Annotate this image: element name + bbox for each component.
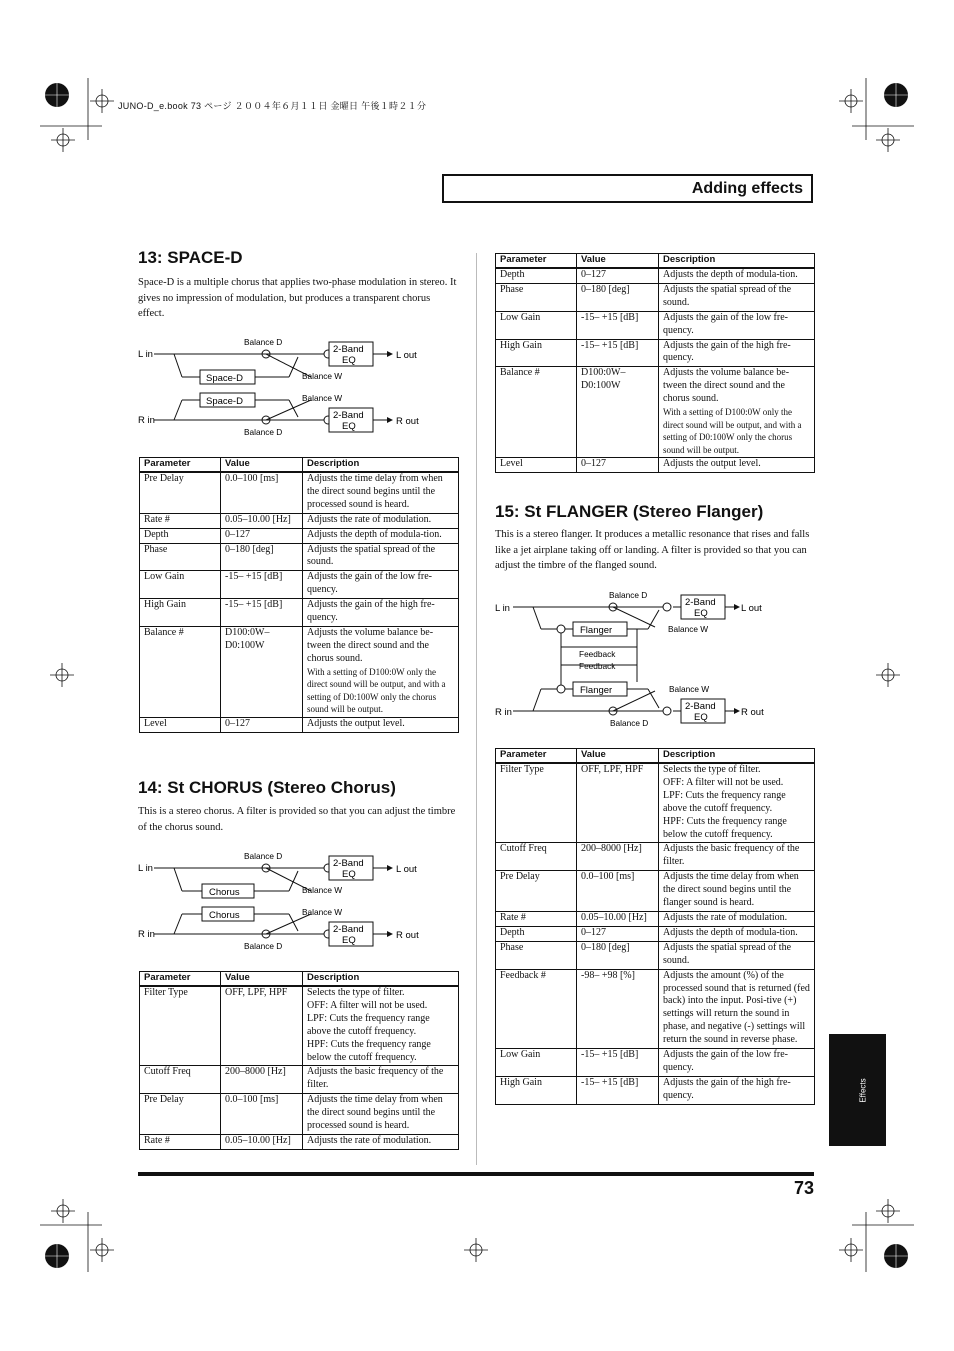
table-row (496, 339, 815, 367)
value-cell-text: 0–180 [deg] (225, 543, 274, 555)
description-cell (659, 763, 815, 843)
param-cell-text: Filter Type (144, 987, 188, 998)
col-header-description: Description (303, 458, 459, 473)
label-chorus-l: Chorus (209, 887, 240, 898)
col-header-parameter: Parameter (496, 254, 577, 269)
param-cell-text: Phase (144, 543, 168, 555)
st-flanger-parameter-table (495, 748, 815, 1105)
st-chorus-parameter-table (139, 971, 459, 1150)
label-l-out: L out (741, 603, 762, 614)
value-cell-text: 0.0–100 [ms] (581, 871, 635, 883)
value-cell (577, 763, 659, 843)
description-cell (303, 626, 459, 717)
value-cell (221, 1094, 303, 1135)
value-cell (221, 599, 303, 627)
description-cell-text: Adjusts the spatial spread of the sound. (663, 283, 792, 308)
st-flanger-block-diagram (493, 587, 793, 732)
param-cell-text: Cutoff Freq (500, 843, 547, 855)
value-cell-text: 0–127 (225, 528, 250, 540)
value-cell-text: 0–127 (225, 717, 250, 729)
description-cell-text: Adjusts the spatial spread of the sound. (307, 543, 436, 568)
value-cell-text: 0–127 (581, 926, 606, 938)
value-cell (577, 268, 659, 283)
param-cell-text: Depth (500, 269, 525, 280)
description-cell-text: Adjusts the time delay from when the direct sound begins until the processed sound is heard. (307, 473, 443, 510)
space-d-intro: Space-D is a multiple chorus that applies two-phase modulation in stereo. It gives no impression of modulation, but produces a transparent chorus effect. (138, 277, 457, 319)
description-cell (659, 871, 815, 912)
description-cell-text: Adjusts the volume balance be-tween the direct sound and the chorus sound. (663, 367, 790, 405)
value-cell (577, 911, 659, 926)
param-cell-text: Pre Delay (144, 473, 184, 484)
description-cell-text: Adjusts the basic frequency of the filter. (663, 843, 800, 868)
table-row (496, 763, 815, 843)
description-cell-text: Adjusts the depth of modula-tion. (663, 926, 798, 938)
table-row (140, 528, 459, 543)
label-eq-l-2: EQ (694, 608, 708, 619)
description-cell (659, 458, 815, 473)
label-balance-d-top: Balance D (244, 337, 283, 347)
description-cell-text: Adjusts the gain of the low fre-quency. (307, 571, 432, 596)
description-cell-text: Adjusts the output level. (307, 717, 405, 729)
label-eq-r-2: EQ (694, 712, 708, 723)
description-cell-text: Adjusts the amount (%) of the processed sound that is returned (fed back) into the input. Posi-tive (+) settings will return the sound in phase, and negative (-) settings will return the sound in reverse phase. (663, 969, 810, 1046)
value-cell-text: 0–127 (581, 458, 606, 470)
param-cell-text: Low Gain (500, 311, 541, 323)
value-cell-text: 0.05–10.00 [Hz] (581, 911, 647, 923)
value-cell (221, 543, 303, 571)
description-cell (659, 367, 815, 458)
label-eq-r-1: 2-Band (333, 924, 364, 935)
table-row (140, 513, 459, 528)
param-cell (496, 941, 577, 969)
description-note: With a setting of D100:0W only the direct sound will be output, and with a setting of D0:100W only the chorus sound will be output. (307, 666, 446, 715)
st-chorus-intro: This is a stereo chorus. A filter is provided so that you can adjust the timbre of the chorus sound. (138, 806, 456, 833)
label-balance-d-top: Balance D (609, 590, 648, 600)
label-eq-l-1: 2-Band (685, 597, 716, 608)
param-cell-text: Low Gain (144, 571, 185, 583)
value-cell (577, 283, 659, 311)
value-cell (221, 626, 303, 717)
label-r-in: R in (138, 415, 155, 426)
value-cell-text: -15– +15 [dB] (581, 311, 639, 323)
param-cell (496, 1076, 577, 1104)
param-cell (496, 367, 577, 458)
table-row (140, 1134, 459, 1149)
param-cell (140, 1094, 221, 1135)
col-header-description: Description (659, 254, 815, 269)
param-cell (496, 1049, 577, 1077)
param-cell (140, 599, 221, 627)
value-cell-text: 200–8000 [Hz] (581, 843, 642, 855)
description-cell-text: Adjusts the gain of the low fre-quency. (663, 1049, 788, 1073)
table-row (496, 283, 815, 311)
value-cell-text: 0–127 (581, 269, 606, 280)
value-cell (221, 986, 303, 1066)
value-cell-text: -98– +98 [%] (581, 969, 635, 981)
value-cell (221, 571, 303, 599)
value-cell-text: OFF, LPF, HPF (581, 764, 644, 775)
value-cell (221, 1066, 303, 1094)
description-cell-text: Adjusts the gain of the high fre-quency. (663, 1076, 791, 1101)
print-header: JUNO-D_e.book 73 ページ ２００４年６月１１日 金曜日 午後１時２１分 (118, 101, 427, 111)
param-cell (496, 283, 577, 311)
col-header-value: Value (577, 749, 659, 764)
table-row (496, 926, 815, 941)
table-row (140, 571, 459, 599)
value-cell (577, 969, 659, 1048)
description-cell-text: Adjusts the volume balance be-tween the direct sound and the chorus sound. (307, 626, 434, 664)
description-note: With a setting of D100:0W only the direct sound will be output, and with a setting of D0:100W only the chorus sound will be output. (663, 407, 802, 455)
label-balance-w-bottom: Balance W (302, 907, 343, 917)
param-cell (140, 472, 221, 513)
param-cell-text: Low Gain (500, 1049, 541, 1061)
value-cell (577, 339, 659, 367)
param-cell (496, 911, 577, 926)
param-cell (140, 571, 221, 599)
value-cell-text: D100:0W–D0:100W (581, 367, 626, 392)
table-row (140, 626, 459, 717)
label-balance-d-bottom: Balance D (610, 718, 649, 728)
description-cell (659, 339, 815, 367)
description-cell (659, 1076, 815, 1104)
value-cell-text: 0.0–100 [ms] (225, 473, 279, 484)
param-cell-text: Phase (500, 283, 524, 295)
param-cell-text: Level (144, 717, 167, 729)
param-cell-text: Cutoff Freq (144, 1066, 191, 1078)
table-row (140, 986, 459, 1066)
value-cell (577, 1049, 659, 1077)
table-row (496, 843, 815, 871)
value-cell (221, 528, 303, 543)
value-cell (577, 941, 659, 969)
col-header-value: Value (221, 972, 303, 987)
value-cell (577, 367, 659, 458)
description-cell (303, 1134, 459, 1149)
value-cell-text: 0–180 [deg] (581, 283, 630, 295)
description-cell (303, 472, 459, 513)
param-cell (140, 1134, 221, 1149)
label-balance-d-bottom: Balance D (244, 427, 283, 437)
label-eq-r-2: EQ (342, 421, 356, 432)
label-balance-w-bottom: Balance W (669, 684, 710, 694)
value-cell (221, 1134, 303, 1149)
label-r-in: R in (138, 929, 155, 940)
table-row (496, 268, 815, 283)
label-eq-l-1: 2-Band (333, 858, 364, 869)
param-cell (140, 543, 221, 571)
label-balance-d-bottom: Balance D (244, 941, 283, 951)
param-cell-text: Pre Delay (500, 871, 540, 883)
param-cell (140, 1066, 221, 1094)
label-l-in: L in (495, 603, 510, 614)
value-cell-text: 0.05–10.00 [Hz] (225, 1134, 291, 1146)
description-cell (659, 311, 815, 339)
param-cell (496, 339, 577, 367)
label-eq-l-2: EQ (342, 355, 356, 366)
label-balance-w-bottom: Balance W (302, 393, 343, 403)
description-cell (303, 513, 459, 528)
col-header-value: Value (221, 458, 303, 473)
param-cell (140, 626, 221, 717)
description-cell-text: Adjusts the rate of modulation. (307, 1134, 432, 1146)
param-cell-text: Pre Delay (144, 1094, 184, 1106)
value-cell-text: OFF, LPF, HPF (225, 987, 288, 998)
label-flanger-r: Flanger (580, 685, 613, 696)
value-cell-text: -15– +15 [dB] (225, 571, 283, 583)
label-feedback-l: Feedback (579, 649, 616, 659)
description-cell (303, 528, 459, 543)
table-row (140, 472, 459, 513)
table-row (496, 1049, 815, 1077)
label-eq-r-2: EQ (342, 935, 356, 946)
param-cell (140, 717, 221, 732)
st-chorus-parameter-table-continued (495, 253, 815, 473)
param-cell (496, 311, 577, 339)
table-row (496, 311, 815, 339)
label-eq-r-1: 2-Band (333, 410, 364, 421)
param-cell (140, 513, 221, 528)
description-cell-text: Adjusts the gain of the low fre-quency. (663, 311, 788, 336)
param-cell-text: Depth (500, 926, 525, 938)
value-cell-text: D100:0W–D0:100W (225, 626, 270, 651)
table-row (140, 599, 459, 627)
label-l-in: L in (138, 863, 153, 874)
value-cell-text: -15– +15 [dB] (581, 1049, 639, 1061)
col-header-parameter: Parameter (140, 458, 221, 473)
description-cell (303, 599, 459, 627)
param-cell (496, 926, 577, 941)
description-cell-text: Adjusts the depth of modula-tion. (307, 528, 442, 540)
table-row (496, 367, 815, 458)
label-eq-l-1: 2-Band (333, 344, 364, 355)
value-cell-text: 0–180 [deg] (581, 941, 630, 953)
label-r-out: R out (741, 707, 764, 718)
value-cell (577, 458, 659, 473)
st-flanger-intro: This is a stereo flanger. It produces a metallic resonance that rises and falls like a jet airplane taking off or landing. A filter is provided so that you can adjust the timbre of the flanged sound. (495, 529, 810, 571)
description-cell (303, 1066, 459, 1094)
value-cell-text: 0.0–100 [ms] (225, 1094, 279, 1106)
col-header-description: Description (303, 972, 459, 987)
table-row (140, 1094, 459, 1135)
table-row (140, 717, 459, 732)
value-cell-text: -15– +15 [dB] (581, 339, 639, 351)
description-cell-text: Adjusts the time delay from when the direct sound begins until the flanger sound is heard. (663, 871, 799, 909)
value-cell (577, 1076, 659, 1104)
label-balance-d-top: Balance D (244, 851, 283, 861)
column-divider (476, 253, 477, 1165)
param-cell-text: Filter Type (500, 764, 544, 775)
table-row (496, 941, 815, 969)
page-number: 73 (793, 1178, 814, 1198)
param-cell (496, 268, 577, 283)
label-l-out: L out (396, 350, 417, 361)
description-cell (659, 268, 815, 283)
label-eq-l-2: EQ (342, 869, 356, 880)
description-cell (659, 941, 815, 969)
label-r-out: R out (396, 416, 419, 427)
description-cell (659, 1049, 815, 1077)
side-tab-effects (829, 1034, 886, 1146)
value-cell-text: 200–8000 [Hz] (225, 1066, 286, 1078)
param-cell-text: Rate # (500, 911, 526, 923)
label-r-in: R in (495, 707, 512, 718)
description-cell-text: Adjusts the rate of modulation. (663, 911, 788, 923)
param-cell-text: Depth (144, 528, 169, 540)
param-cell-text: Feedback # (500, 969, 546, 981)
col-header-parameter: Parameter (496, 749, 577, 764)
table-row (496, 911, 815, 926)
param-cell-text: High Gain (500, 339, 542, 351)
value-cell (577, 926, 659, 941)
label-balance-w-top: Balance W (302, 885, 343, 895)
space-d-parameter-table (139, 457, 459, 733)
description-cell-text: Adjusts the gain of the high fre-quency. (663, 339, 791, 364)
table-row (496, 458, 815, 473)
value-cell-text: -15– +15 [dB] (581, 1076, 639, 1088)
description-cell (659, 283, 815, 311)
param-cell (140, 986, 221, 1066)
label-l-in: L in (138, 349, 153, 360)
col-header-value: Value (577, 254, 659, 269)
description-cell-text: Adjusts the gain of the high fre-quency. (307, 599, 435, 624)
param-cell (496, 843, 577, 871)
param-cell (496, 458, 577, 473)
description-cell-text: Adjusts the time delay from when the direct sound begins until the processed sound is heard. (307, 1094, 443, 1132)
description-cell (303, 717, 459, 732)
st-chorus-block-diagram (136, 848, 436, 952)
description-cell (659, 969, 815, 1048)
value-cell (221, 472, 303, 513)
col-header-parameter: Parameter (140, 972, 221, 987)
param-cell-text: High Gain (500, 1076, 542, 1088)
label-space-d-l: Space-D (206, 373, 243, 384)
description-cell-text: Selects the type of filter. OFF: A filter will not be used. LPF: Cuts the frequency range above the cutoff frequency. HPF: Cuts the frequency range below the cutoff frequency. (307, 987, 431, 1063)
param-cell-text: Phase (500, 941, 524, 953)
section-title-st-flanger: 15: St FLANGER (Stereo Flanger) (495, 502, 764, 521)
description-cell-text: Selects the type of filter. OFF: A filter will not be used. LPF: Cuts the frequency range above the cutoff frequency. HPF: Cuts the frequency range below the cutoff frequency. (663, 764, 787, 840)
label-space-d-r: Space-D (206, 396, 243, 407)
side-tab-label: Effects (858, 1078, 868, 1103)
description-cell (659, 926, 815, 941)
description-cell (303, 543, 459, 571)
value-cell-text: 0.05–10.00 [Hz] (225, 513, 291, 525)
description-cell-text: Adjusts the output level. (663, 458, 761, 470)
label-l-out: L out (396, 864, 417, 875)
section-title-st-chorus: 14: St CHORUS (Stereo Chorus) (138, 778, 396, 797)
label-r-out: R out (396, 930, 419, 941)
label-chorus-r: Chorus (209, 910, 240, 921)
description-cell (659, 911, 815, 926)
description-cell-text: Adjusts the rate of modulation. (307, 513, 432, 525)
section-title-space-d: 13: SPACE-D (138, 248, 243, 267)
label-balance-w-top: Balance W (302, 371, 343, 381)
description-cell (659, 843, 815, 871)
param-cell (496, 763, 577, 843)
value-cell (577, 871, 659, 912)
table-row (496, 1076, 815, 1104)
label-feedback-r: Feedback (579, 661, 616, 671)
param-cell-text: Level (500, 458, 523, 470)
value-cell (577, 311, 659, 339)
description-cell (303, 1094, 459, 1135)
footer-rule (138, 1172, 814, 1176)
description-cell-text: Adjusts the basic frequency of the filter. (307, 1066, 444, 1091)
value-cell (221, 717, 303, 732)
param-cell-text: Rate # (144, 1134, 170, 1146)
param-cell-text: Balance # (144, 626, 184, 638)
label-eq-r-1: 2-Band (685, 701, 716, 712)
param-cell-text: Rate # (144, 513, 170, 525)
space-d-block-diagram (136, 334, 436, 438)
label-flanger-l: Flanger (580, 625, 613, 636)
param-cell (140, 528, 221, 543)
param-cell-text: High Gain (144, 599, 186, 611)
param-cell (496, 871, 577, 912)
col-header-description: Description (659, 749, 815, 764)
table-row (140, 1066, 459, 1094)
value-cell (221, 513, 303, 528)
value-cell (577, 843, 659, 871)
chapter-title: Adding effects (442, 174, 813, 203)
description-cell (303, 986, 459, 1066)
value-cell-text: -15– +15 [dB] (225, 599, 283, 611)
param-cell (496, 969, 577, 1048)
param-cell-text: Balance # (500, 367, 540, 379)
label-balance-w-top: Balance W (668, 624, 709, 634)
description-cell-text: Adjusts the spatial spread of the sound. (663, 941, 792, 966)
description-cell-text: Adjusts the depth of modula-tion. (663, 269, 798, 280)
table-row (140, 543, 459, 571)
table-row (496, 969, 815, 1048)
description-cell (303, 571, 459, 599)
table-row (496, 871, 815, 912)
